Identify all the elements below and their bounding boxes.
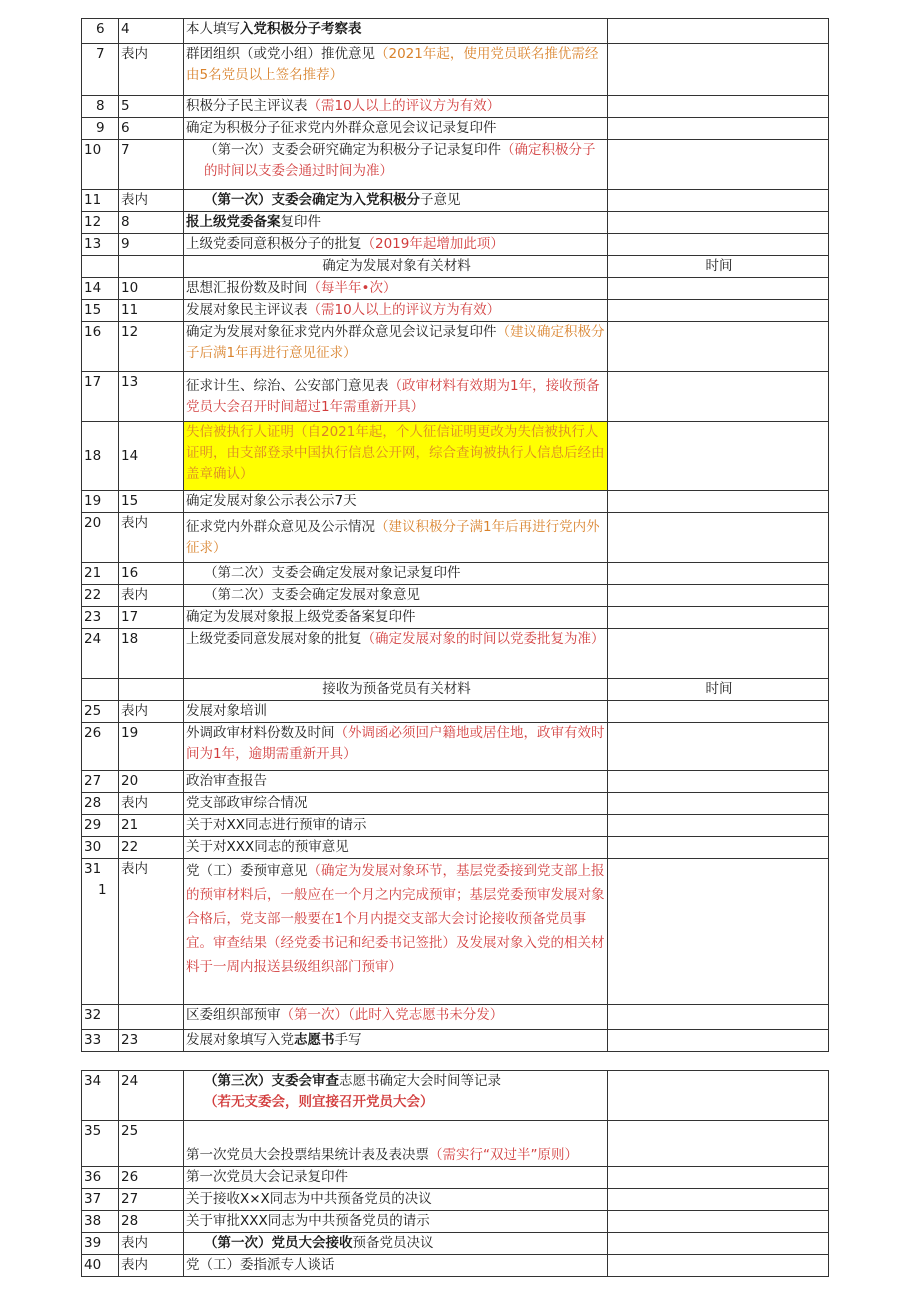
time-cell <box>608 44 829 96</box>
item-number: 26 <box>119 1167 184 1189</box>
item-number: 表内 <box>119 44 184 96</box>
time-cell <box>608 96 829 118</box>
section-title: 接收为预备党员有关材料 <box>184 679 608 701</box>
item-text: 确定为发展对象报上级党委备案复印件 <box>184 607 608 629</box>
item-text-highlighted: 失信被执行人证明（自2021年起，个人征信证明更改为失信被执行人证明，由支部登录中国执行信息公开网，综合查询被执行人信息后经由盖章确认） <box>184 422 608 491</box>
row-number: 26 <box>82 723 119 771</box>
time-cell <box>608 1030 829 1052</box>
item-text: 上级党委同意发展对象的批复（确定发展对象的时间以党委批复为准） <box>184 629 608 679</box>
row-number: 17 <box>82 372 119 422</box>
table-row <box>82 322 829 372</box>
table-row <box>82 1005 829 1030</box>
row-number: 18 <box>82 422 119 491</box>
time-cell <box>608 19 829 44</box>
table-row <box>82 563 829 585</box>
time-cell <box>608 1233 829 1255</box>
time-cell <box>608 513 829 563</box>
row-number: 23 <box>82 607 119 629</box>
item-number: 17 <box>119 607 184 629</box>
empty-cell <box>82 256 119 278</box>
time-cell <box>608 793 829 815</box>
item-text: 党支部政审综合情况 <box>184 793 608 815</box>
item-text: 本人填写入党积极分子考察表 <box>184 19 608 44</box>
time-cell <box>608 629 829 679</box>
row-number: 20 <box>82 513 119 563</box>
row-number: 10 <box>82 140 119 190</box>
table-row <box>82 837 829 859</box>
table-row <box>82 793 829 815</box>
item-number: 表内 <box>119 585 184 607</box>
row-number: 34 <box>82 1071 119 1121</box>
item-text: 群团组织（或党小组）推优意见（2021年起，使用党员联名推优需经由5名党员以上签名推荐） <box>184 44 608 96</box>
item-text: 党（工）委预审意见（确定为发展对象环节，基层党委接到党支部上报的预审材料后，一般应在一个月之内完成预审；基层党委预审发展对象合格后，党支部一般要在1个月内提交支部大会讨论接收预备党员事宜。审查结果（经党委书记和纪委书记签批）及发展对象入党的相关材料于一周内报送县级组织部门预审） <box>184 859 608 1005</box>
time-cell <box>608 701 829 723</box>
item-number: 6 <box>119 118 184 140</box>
item-number: 8 <box>119 212 184 234</box>
empty-cell <box>82 679 119 701</box>
row-number: 15 <box>82 300 119 322</box>
table-row <box>82 278 829 300</box>
table-row <box>82 815 829 837</box>
section-header <box>82 256 829 278</box>
item-text: （第二次）支委会确定发展对象记录复印件 <box>184 563 608 585</box>
item-text: 确定为发展对象征求党内外群众意见会议记录复印件（建议确定积极分子后满1年再进行意见征求） <box>184 322 608 372</box>
item-text: 思想汇报份数及时间（每半年•次） <box>184 278 608 300</box>
item-number: 表内 <box>119 701 184 723</box>
item-text: （第一次）党员大会接收预备党员决议 <box>184 1233 608 1255</box>
time-cell <box>608 491 829 513</box>
row-number: 7 <box>82 44 119 96</box>
row-number: 30 <box>82 837 119 859</box>
item-number: 表内 <box>119 513 184 563</box>
table-row <box>82 422 829 491</box>
section-title: 确定为发展对象有关材料 <box>184 256 608 278</box>
table-row <box>82 1211 829 1233</box>
row-number: 28 <box>82 793 119 815</box>
item-number: 28 <box>119 1211 184 1233</box>
table-row <box>82 300 829 322</box>
item-text: （第三次）支委会审查志愿书确定大会时间等记录 （若无支委会，则宜接召开党员大会） <box>184 1071 608 1121</box>
time-cell <box>608 723 829 771</box>
row-number: 27 <box>82 771 119 793</box>
row-number: 37 <box>82 1189 119 1211</box>
table-row <box>82 491 829 513</box>
row-number: 32 <box>82 1005 119 1030</box>
row-number: 19 <box>82 491 119 513</box>
item-text: 外调政审材料份数及时间（外调函必须回户籍地或居住地，政审有效时间为1年，逾期需重新开具） <box>184 723 608 771</box>
row-number: 25 <box>82 701 119 723</box>
table-row <box>82 19 829 44</box>
time-header: 时间 <box>608 679 829 701</box>
time-cell <box>608 234 829 256</box>
table-row <box>82 372 829 422</box>
row-number: 12 <box>82 212 119 234</box>
item-number: 19 <box>119 723 184 771</box>
item-number: 20 <box>119 771 184 793</box>
table-row <box>82 771 829 793</box>
item-text: 第一次党员大会记录复印件 <box>184 1167 608 1189</box>
table-row <box>82 723 829 771</box>
table-row <box>82 513 829 563</box>
table-row <box>82 44 829 96</box>
item-number: 24 <box>119 1071 184 1121</box>
item-text: 第一次党员大会投票结果统计表及表决票（需实行“双过半”原则） <box>184 1121 608 1167</box>
row-number: 40 <box>82 1255 119 1277</box>
item-text: 确定为积极分子征求党内外群众意见会议记录复印件 <box>184 118 608 140</box>
row-number: 6 <box>82 19 119 44</box>
empty-cell <box>119 679 184 701</box>
materials-table-1 <box>81 18 829 1052</box>
time-cell <box>608 1255 829 1277</box>
item-number: 表内 <box>119 859 184 1005</box>
table-row <box>82 585 829 607</box>
item-number: 4 <box>119 19 184 44</box>
time-cell <box>608 140 829 190</box>
item-text: 确定发展对象公示表公示7天 <box>184 491 608 513</box>
item-number: 11 <box>119 300 184 322</box>
item-number: 16 <box>119 563 184 585</box>
item-text: 发展对象民主评议表（需10人以上的评议方为有效） <box>184 300 608 322</box>
item-text: 关于审批XXX同志为中共预备党员的请示 <box>184 1211 608 1233</box>
empty-cell <box>119 256 184 278</box>
item-number: 14 <box>119 422 184 491</box>
item-number: 12 <box>119 322 184 372</box>
row-number: 35 <box>82 1121 119 1167</box>
item-text: （第二次）支委会确定发展对象意见 <box>184 585 608 607</box>
table-row <box>82 701 829 723</box>
time-cell <box>608 1211 829 1233</box>
item-text: 发展对象填写入党志愿书手写 <box>184 1030 608 1052</box>
time-cell <box>608 607 829 629</box>
item-number: 13 <box>119 372 184 422</box>
table-row <box>82 118 829 140</box>
row-number: 16 <box>82 322 119 372</box>
time-cell <box>608 563 829 585</box>
time-header: 时间 <box>608 256 829 278</box>
item-number: 21 <box>119 815 184 837</box>
item-number: 表内 <box>119 1233 184 1255</box>
item-text: 区委组织部预审（第一次）（此时入党志愿书未分发） <box>184 1005 608 1030</box>
item-number: 23 <box>119 1030 184 1052</box>
table-row <box>82 1167 829 1189</box>
table-row <box>82 1071 829 1121</box>
item-text: 积极分子民主评议表（需10人以上的评议方为有效） <box>184 96 608 118</box>
item-number: 25 <box>119 1121 184 1167</box>
table-row <box>82 140 829 190</box>
table-row <box>82 190 829 212</box>
item-text: 报上级党委备案复印件 <box>184 212 608 234</box>
time-cell <box>608 1189 829 1211</box>
item-number: 22 <box>119 837 184 859</box>
table-row <box>82 859 829 1005</box>
table-row <box>82 1030 829 1052</box>
item-text: 政治审查报告 <box>184 771 608 793</box>
table-row <box>82 96 829 118</box>
row-number: 39 <box>82 1233 119 1255</box>
materials-table-2 <box>81 1070 829 1277</box>
row-number: 31 1 <box>82 859 119 1005</box>
time-cell <box>608 278 829 300</box>
time-cell <box>608 1005 829 1030</box>
time-cell <box>608 372 829 422</box>
item-text: 关于对XX同志进行预审的请示 <box>184 815 608 837</box>
row-number: 38 <box>82 1211 119 1233</box>
item-number: 9 <box>119 234 184 256</box>
time-cell <box>608 1167 829 1189</box>
time-cell <box>608 118 829 140</box>
table-row <box>82 212 829 234</box>
time-cell <box>608 1121 829 1167</box>
section-header <box>82 679 829 701</box>
time-cell <box>608 815 829 837</box>
row-number: 9 <box>82 118 119 140</box>
row-number: 24 <box>82 629 119 679</box>
table-row <box>82 629 829 679</box>
item-text: 关于接收X×X同志为中共预备党员的决议 <box>184 1189 608 1211</box>
item-text: （第一次）支委会确定为入党积极分子意见 <box>184 190 608 212</box>
item-text: （第一次）支委会研究确定为积极分子记录复印件（确定积极分子的时间以支委会通过时间为准） <box>184 140 608 190</box>
row-number: 14 <box>82 278 119 300</box>
row-number: 36 <box>82 1167 119 1189</box>
table-row <box>82 234 829 256</box>
table-row <box>82 1189 829 1211</box>
row-number: 13 <box>82 234 119 256</box>
time-cell <box>608 585 829 607</box>
item-number: 表内 <box>119 1255 184 1277</box>
time-cell <box>608 771 829 793</box>
row-number: 29 <box>82 815 119 837</box>
time-cell <box>608 300 829 322</box>
time-cell <box>608 837 829 859</box>
time-cell <box>608 422 829 491</box>
row-number: 11 <box>82 190 119 212</box>
item-text: 征求计生、综治、公安部门意见表（政审材料有效期为1年，接收预备党员大会召开时间超过1年需重新开具） <box>184 372 608 422</box>
item-number: 表内 <box>119 190 184 212</box>
time-cell <box>608 190 829 212</box>
item-number: 27 <box>119 1189 184 1211</box>
time-cell <box>608 322 829 372</box>
item-number: 18 <box>119 629 184 679</box>
item-number: 7 <box>119 140 184 190</box>
time-cell <box>608 1071 829 1121</box>
time-cell <box>608 212 829 234</box>
table-row <box>82 1121 829 1167</box>
item-number: 10 <box>119 278 184 300</box>
item-number: 15 <box>119 491 184 513</box>
row-number: 33 <box>82 1030 119 1052</box>
table-row <box>82 607 829 629</box>
item-text: 党（工）委指派专人谈话 <box>184 1255 608 1277</box>
item-number: 表内 <box>119 793 184 815</box>
row-number: 21 <box>82 563 119 585</box>
table-row <box>82 1233 829 1255</box>
row-number: 8 <box>82 96 119 118</box>
item-text: 关于对XXX同志的预审意见 <box>184 837 608 859</box>
time-cell <box>608 859 829 1005</box>
row-number: 22 <box>82 585 119 607</box>
item-text: 征求党内外群众意见及公示情况（建议积极分子满1年后再进行党内外征求） <box>184 513 608 563</box>
table-row <box>82 1255 829 1277</box>
item-number <box>119 1005 184 1030</box>
item-number: 5 <box>119 96 184 118</box>
item-text: 上级党委同意积极分子的批复（2019年起增加此项） <box>184 234 608 256</box>
item-text: 发展对象培训 <box>184 701 608 723</box>
